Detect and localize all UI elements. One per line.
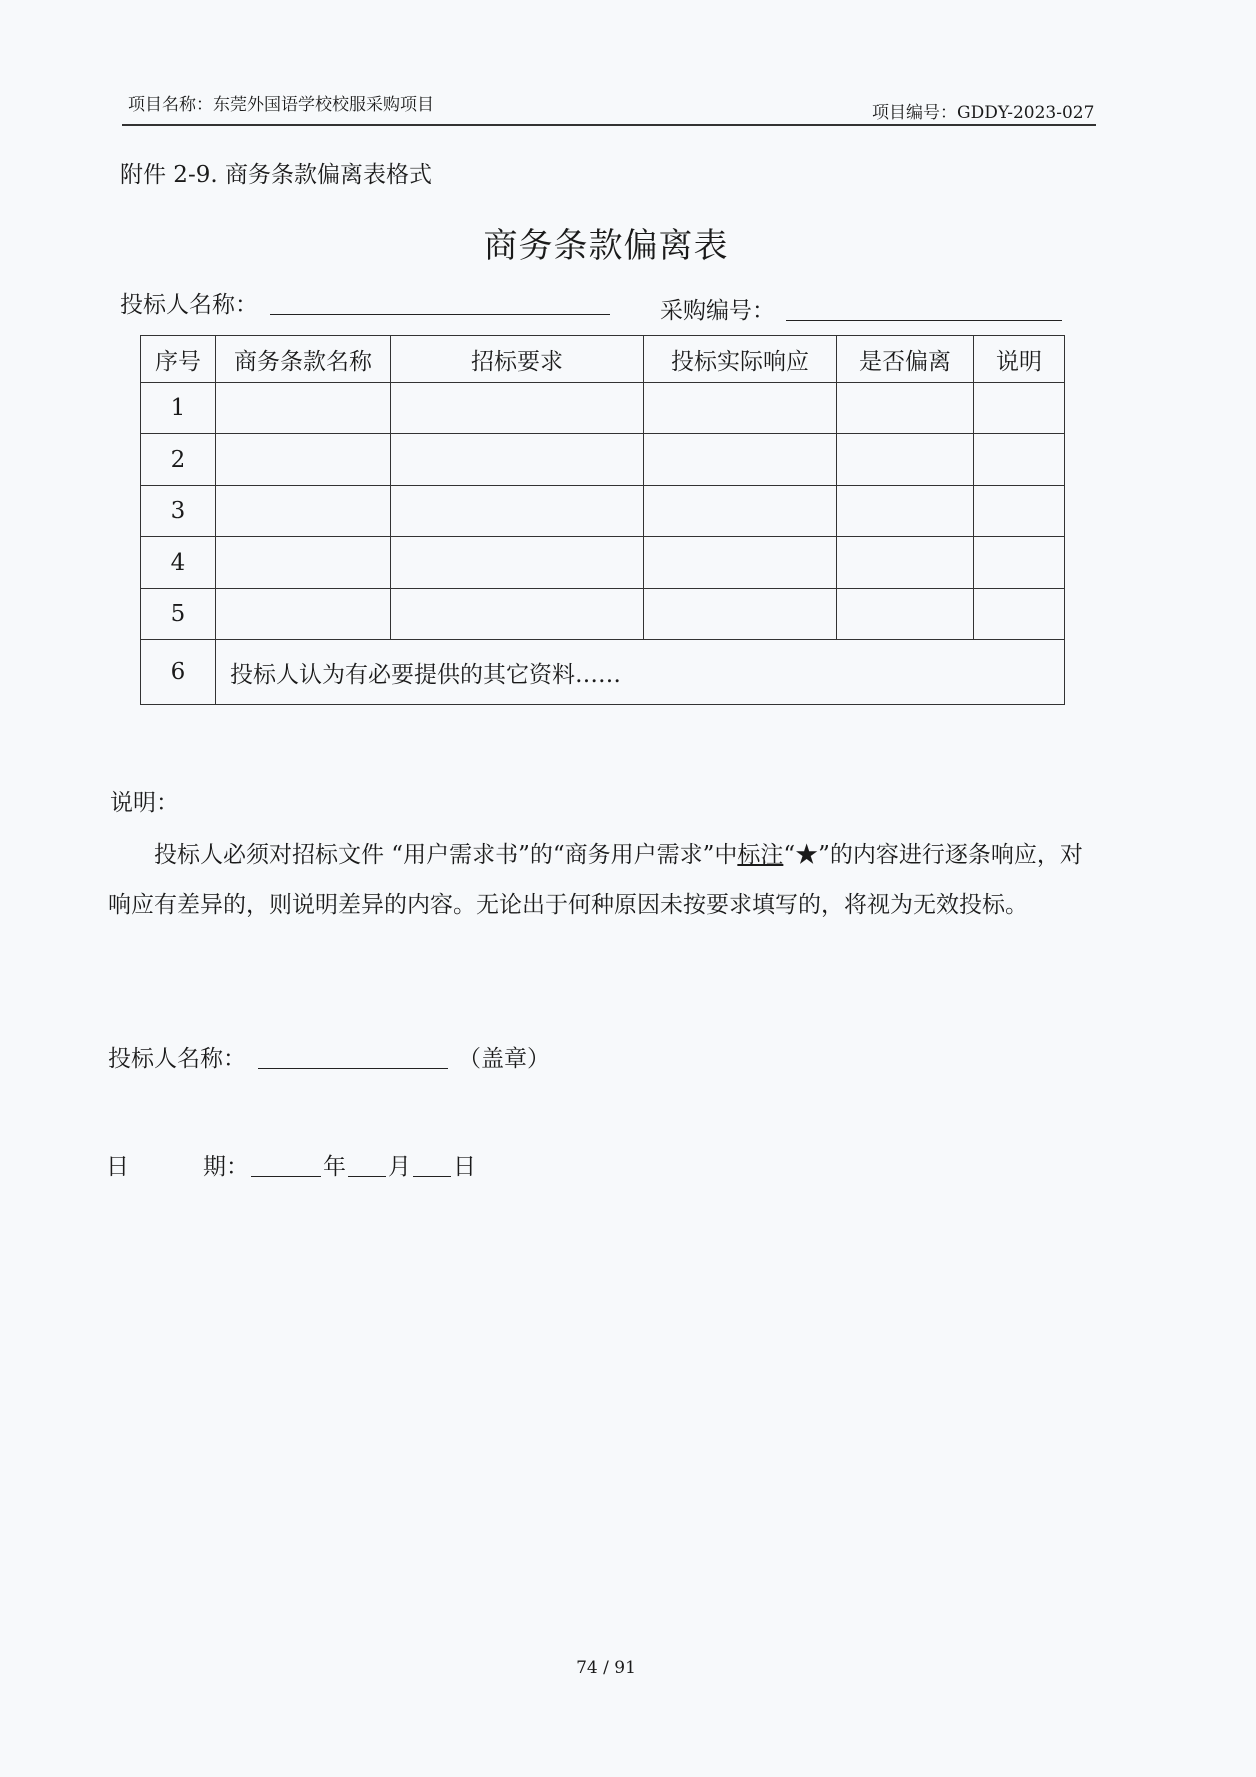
- table-cell[interactable]: [837, 537, 974, 588]
- table-cell[interactable]: [644, 588, 837, 639]
- table-cell[interactable]: [837, 485, 974, 536]
- procurement-number-blank[interactable]: [786, 320, 1062, 321]
- table-cell[interactable]: [837, 434, 974, 485]
- table-cell[interactable]: [974, 485, 1065, 536]
- notes-text-part2: “★”的内容进行逐条响应，对响应有差异的，则说明差异的内容。无论出于何种原因未按要求填写的，将视为无效投标。: [108, 842, 1083, 918]
- col-header-deviation: 是否偏离: [837, 336, 974, 383]
- day-blank[interactable]: [413, 1175, 451, 1177]
- table-cell[interactable]: [216, 485, 391, 536]
- document-title: 商务条款偏离表: [483, 226, 729, 266]
- col-header-clause-name: 商务条款名称: [216, 336, 391, 383]
- signature-bidder-label: 投标人名称：: [108, 1046, 246, 1072]
- table-cell[interactable]: [974, 434, 1065, 485]
- table-cell[interactable]: [644, 434, 837, 485]
- table-cell[interactable]: [391, 588, 644, 639]
- table-cell[interactable]: [391, 537, 644, 588]
- date-row: [106, 1148, 476, 1181]
- date-label-day: 日: [106, 1154, 129, 1180]
- table-cell[interactable]: [837, 383, 974, 434]
- notes-underlined-term: 标注: [737, 842, 784, 868]
- table-cell[interactable]: [644, 485, 837, 536]
- table-header-row: [141, 336, 1065, 383]
- table-cell[interactable]: [974, 588, 1065, 639]
- table-cell[interactable]: [216, 434, 391, 485]
- date-label-period: 期：: [203, 1154, 249, 1180]
- table-cell[interactable]: [974, 537, 1065, 588]
- table-row: [141, 588, 1065, 639]
- header-project-name: 项目名称：东莞外国语学校校服采购项目: [128, 95, 434, 115]
- table-cell[interactable]: [391, 485, 644, 536]
- row-number: 1: [141, 383, 216, 434]
- table-row: [141, 485, 1065, 536]
- table-cell[interactable]: [216, 537, 391, 588]
- table-row-other-materials: [141, 640, 1065, 705]
- signature-bidder-blank[interactable]: [258, 1068, 448, 1069]
- date-month-label: 月: [388, 1154, 411, 1180]
- seal-label: （盖章）: [458, 1046, 550, 1072]
- deviation-table: [140, 335, 1065, 705]
- col-header-number: 序号: [141, 336, 216, 383]
- header-project-code: 项目编号：GDDY-2023-027: [872, 103, 1095, 123]
- col-header-requirement: 招标要求: [391, 336, 644, 383]
- date-day-label: 日: [453, 1154, 476, 1180]
- header-divider: [122, 124, 1096, 126]
- annex-title: 附件 2-9. 商务条款偏离表格式: [120, 162, 432, 188]
- row-number: 2: [141, 434, 216, 485]
- row-number: 4: [141, 537, 216, 588]
- table-cell[interactable]: [391, 434, 644, 485]
- bidder-name-blank[interactable]: [270, 314, 610, 315]
- table-cell[interactable]: [974, 383, 1065, 434]
- row-number: 5: [141, 588, 216, 639]
- table-cell[interactable]: [216, 588, 391, 639]
- notes-label: 说明：: [110, 790, 179, 816]
- notes-paragraph: [108, 830, 1093, 930]
- month-blank[interactable]: [348, 1175, 386, 1177]
- bidder-name-label: 投标人名称：: [120, 292, 258, 318]
- table-cell[interactable]: [837, 588, 974, 639]
- other-materials-cell[interactable]: 投标人认为有必要提供的其它资料……: [216, 640, 1065, 705]
- row-number: 6: [141, 640, 216, 705]
- date-year-label: 年: [323, 1154, 346, 1180]
- table-row: [141, 434, 1065, 485]
- page-number: 74 / 91: [576, 1658, 636, 1678]
- notes-text-part1: 投标人必须对招标文件 “用户需求书”的“商务用户需求”中: [154, 842, 738, 868]
- table-row: [141, 383, 1065, 434]
- table-cell[interactable]: [644, 383, 837, 434]
- table-row: [141, 537, 1065, 588]
- year-blank[interactable]: [251, 1175, 321, 1177]
- table-cell[interactable]: [216, 383, 391, 434]
- row-number: 3: [141, 485, 216, 536]
- col-header-actual-response: 投标实际响应: [644, 336, 837, 383]
- table-cell[interactable]: [391, 383, 644, 434]
- table-cell[interactable]: [644, 537, 837, 588]
- col-header-remarks: 说明: [974, 336, 1065, 383]
- procurement-number-label: 采购编号：: [660, 298, 775, 324]
